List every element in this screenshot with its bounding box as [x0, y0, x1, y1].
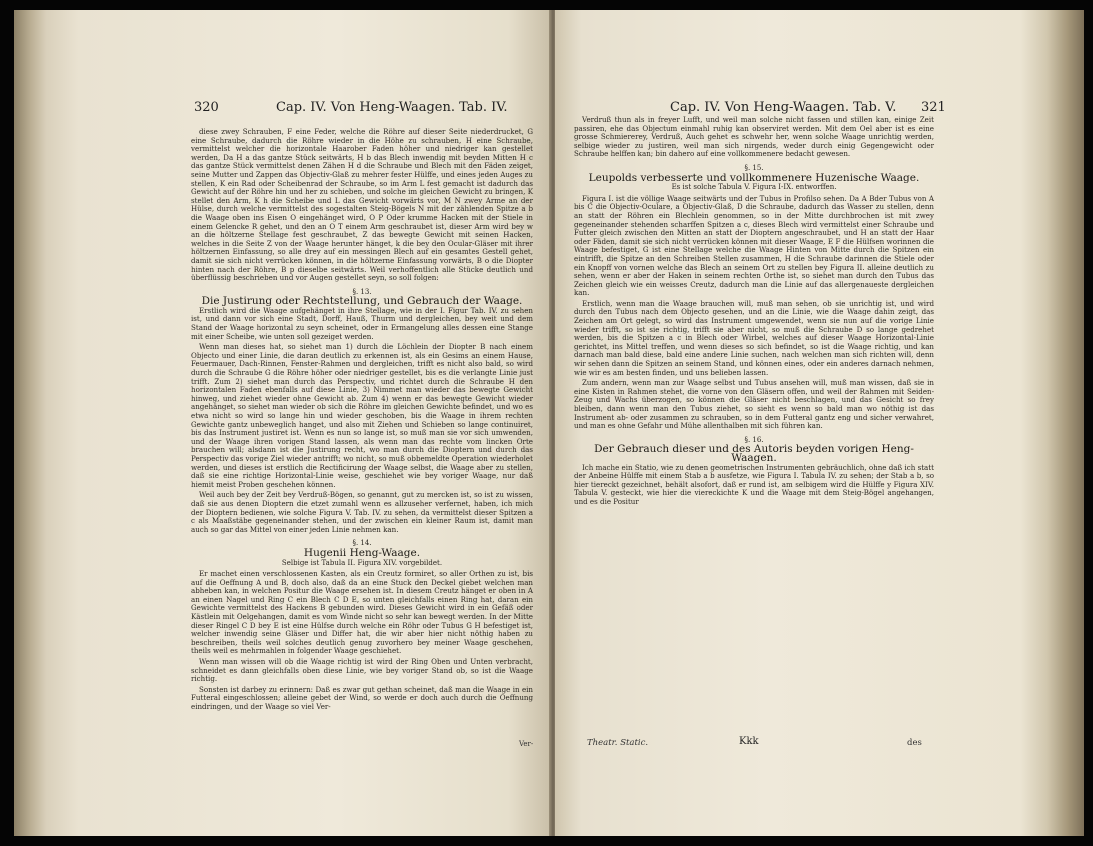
- section-13-paragraph: Weil auch bey der Zeit bey Verdruß-Bögen, so genannt, gut zu mercken ist, so ist zu wissen, daß sie aus denen Dioptern die etzet zumahl wenn es allzuseher verfernet, haben, ich mich der Dioptern bedienen, wie solche Figura V. Tab. IV. zu sehen, da vermittelst dieser Spitzen a c als Maaßstäbe gegeneinander stehen, und der zwischen ein kleiner Raum ist, damit man auch so gar das Mittel von einer jeden Linie nehmen kan.: [191, 490, 533, 534]
- section-13-paragraph: Erstlich wird die Waage aufgehänget in ihre Stellage, wie in der I. Figur Tab. IV. zu sehen ist, und dann vor sich eine Stadt, Dorff, Hauß, Thurm und dergleichen, bey weit und dem Stand der Waage horizontal zu seyn scheinet, oder in Ermangelung alles dessen eine Stange mit einer Scheibe, wie unten soll gezeiget werden.: [191, 305, 533, 341]
- section-15-paragraph: Erstlich, wenn man die Waage brauchen will, muß man sehen, ob sie unrichtig ist, und wird durch den Tubus nach dem Objecto gesehen, und an die Linie, wie die Waage dahin zeigt, das Zeichen am Ort gelegt, so wird das Instrument umgewendet, wenn sie nun auf die vorige Linie wieder trifft, so ist sie richtig, trifft sie aber nicht, so muß die Schraube D so lange gedrehet werden, bis die Spitzen a c in Blech oder Wirbel, welches auf dieser Waage Horizontal-Linie gerichtet, ins Mittel treffen, und wenn dieses so sich befindet, so ist die Waage richtig, und kan darnach man bald diese, bald eine andere Linie suchen, nach welchen man sich richten will, denn wir sehen dann die Spitzen an seinem Stand, und können eines, oder ein anderes darnach nehmen, wie wir es am besten finden, und uns belieben lassen.: [574, 298, 934, 377]
- section-14-paragraph: Wenn man wissen will ob die Waage richtig ist wird der Ring Oben und Unten verbracht, schneidet es dann gleichfalls oben diese Linie, wie bey voriger Stand ob, so ist die Waage richtig.: [191, 657, 533, 684]
- right-intro-paragraph: Verdruß thun als in freyer Lufft, und weil man solche nicht fassen und stillen kan, einige Zeit passiren, ehe das Objectum einmahl ruhig kan observiret werden. Mit dem Oel aber ist es eine grosse Schmiererey, Verdruß, Auch gehet es schwehr her, wenn solche Waage unrichtig werden, selbige wieder zu justiren, weil man sich nirgends, weder durch einig Gegengewicht oder Schraube helffen kan; bin dahero auf eine vollkommenere bedacht gewesen.: [574, 115, 934, 159]
- right-running-title: Cap. IV. Von Heng-Waagen. Tab. V.: [670, 100, 897, 115]
- right-page-body: [574, 116, 934, 509]
- section-15-number: §. 15.: [744, 163, 764, 172]
- book-spread: [14, 10, 1084, 836]
- section-16-title: Der Gebrauch dieser und des Autoris beyden vorigen Heng-Waagen.: [594, 443, 914, 464]
- section-14-title: Hugenii Heng-Waage.: [303, 546, 421, 559]
- section-13-number: §. 13.: [352, 287, 372, 296]
- left-catchword: Ver-: [519, 740, 534, 748]
- section-16-paragraph: Ich mache ein Statio, wie zu denen geometrischen Instrumenten gebräuchlich, ohne daß ich statt der Anbeine Hülffe mit einem Stab a b ausfetze, wie Figura I. Tabula IV. zu sehen; der Stab a b, so hier tiereckt gezeichnet, behält alsofort, daß er rund ist, am selbigem wird die Hülffe y Figura XIV. Tabula V. gesteckt, wie hier die viereckichte K und die Waage mit dem Steig-Bögel angehangen, und es die Positur: [574, 462, 934, 506]
- section-14-paragraph: Sonsten ist darbey zu erinnern: Daß es zwar gut gethan scheinet, daß man die Waage in ein Futteral eingeschlossen; alleine gebet der Wind, so werde er doch auch durch die Oeffnung eindringen, und der Waage so viel Ver-: [191, 684, 533, 711]
- section-14-number: §. 14.: [352, 539, 372, 548]
- section-15-paragraph: Zum andern, wenn man zur Waage selbst und Tubus ansehen will, muß man wissen, daß sie in eine Kisten in Rahmen stehet, die vorne von den Gläsern offen, und weil der Rahmen mit Seiden-Zeug und Wachs überzogen, so können die Gläser nicht beschlagen, und das Gesicht so frey bleiben, dann wenn man den Tubus ziehet, so sieht es wenn so bald man wo nöthig ist das Instrument ab- oder zusammen zu schrauben, so in dem Futteral gantz eng und sicher verwahret, und man es ohne Gefahr und Mühe allenthalben mit sich führen kan.: [574, 378, 934, 431]
- section-15-paragraph: Figura I. ist die völlige Waage seitwärts und der Tubus in Profilso sehen. Da A Bder Tubus von A bis C die Objectiv-Oculare, a Objectiv-Glaß, D die Schraube, dadurch das Wasser zu stellen, denn an statt der Röhren ein Blechlein genommen, so in der Mitte durchbrochen ist mit zwey gegeneinander stehenden scharffen Spitzen a c, dieses Blech wird vermittelst einer Schraube und Futter gleich zwischen den Mitten an statt der Dioptern angeschraubet, und H an statt der Haar oder Fäden, damit sie sich nicht verrücken können mit dieser Waage, E F die Hülfsen worinnen die Waage befestiget, G ist eine Stellage welche die Waage Hinten von Mitte durch die Spitzen ein eintrifft, die Spitze an den Schreiben Stellen zusammen, H die Schraube darinnen die Stiele oder ein Knopff von vornen welche das Blech an seinem Ort zu stellen bey Figura II. alleine deutlich zu sehen, wenn er aber der Haken in seinem rechten Orthe ist, so siehet man durch den Tubus das Zeichen gleich wie ein weisses Creutz, dadurch man die Linie auf das allergenaueste dergleichen kan.: [574, 193, 934, 298]
- left-page-body: [191, 128, 533, 714]
- left-page: [14, 10, 551, 836]
- left-intro-paragraph: diese zwey Schrauben, F eine Feder, welche die Röhre auf dieser Seite niederdrucket, G eine Schraube, dadurch die Röhre wieder in die Höhe zu schrauben, H eine Schraube, vermittelst welcher die horizontale Haarober Faden höher und niedriger kan gestellet werden, Da H a das gantze Stück seitwärts, H b das Blech inwendig mit beyden Mitten H c das gantze Stück vermittelst denen Zähen H d die Schraube und Blech mit den Fäden zeiget, seine Mutter und Zappen das Objectiv-Glaß zu mehrer fester Hülffe, und eines jeden Auges zu stellen, K ein Rad oder Scheibenrad der Schraube, so im Arm L fest gemacht ist dadurch das Gewicht auf der Röhre hin und her zu schieben, und solche im gleichen Gewicht zu bringen, K stellet den Arm, K h die Scheibe und L das Gewicht vorwärts vor, M N zwey Arme an der Hülse, durch welche vermittelst des sogestalten Steig-Bögels N mit der zählenden Spitze a b die Waage oben ins Eisen O eingehänget wird, O P Oder krumme Hacken mit der Stiele in einem Gelencke R gehet, und den an O T einem Arm geschraubet ist, dieser Arm wird bey w an die höltzerne Stellage fest geschraubet, Z das bewegte Gewicht mit seinen Hacken, welches in die Seite Z von der Waage herunter hänget, k die bey den Ocular-Gläser mit ihrer höltzernen Einfassung, so alle drey auf ein messingen Blech auf ein gesamtes Gestell gehet, damit sie sich nicht verrücken können, in die höltzerne Einfassung vorwärts, B o die Diopter hinten nach der Röhre, B p dieselbe seitwärts. Weil verhoffentlich alle Stücke deutlich und überflüssig beschrieben und vor Augen gestellet seyn, so soll folgen:: [191, 127, 533, 283]
- section-15-subtitle: Es ist solche Tabula V. Figura I-IX. entworffen.: [671, 183, 837, 192]
- right-catchword: des: [907, 738, 922, 748]
- section-13-title: Die Justirung oder Rechtstellung, und Gebrauch der Waage.: [201, 295, 523, 308]
- section-14-subtitle: Selbige ist Tabula II. Figura XIV. vorgebildet.: [281, 558, 443, 567]
- section-15-title: Leupolds verbesserte und vollkommenere Huzenische Waage.: [588, 171, 920, 184]
- right-signature-mark: Kkk: [739, 736, 759, 747]
- left-running-title: Cap. IV. Von Heng-Waagen. Tab. IV.: [276, 100, 508, 115]
- right-footer-title: Theatr. Static.: [587, 738, 649, 748]
- right-page: [555, 10, 1084, 836]
- left-page-number: 320: [194, 100, 219, 115]
- section-16-number: §. 16.: [744, 435, 764, 444]
- section-14-paragraph: Er machet einen verschlossenen Kasten, als ein Creutz formiret, so aller Orthen zu ist, bis auf die Oeffnung A und B, doch also, daß da an eine Stuck den Deckel giebet welchen man abheben kan, in welchen Positur die Waage ersehen ist. In diesem Creutz hänget er oben in A an einen Nagel und Ring C ein Blech C D E, so unten gleichfalls einen Ring hat, daran ein Gewichte vermittelst des Hackens B gebunden wird. Dieses Gewicht wird in ein Gefäß oder Kästlein mit Oelgehangen, damit es vom Winde nicht so sehr kan bewegt werden. In der Mitte dieser Ringel C D bey E ist eine Hülfse durch welche ein Röhr oder Tubus G H befestiget ist, welcher inwendig seine Gläser und Differ hat, die wir aber hier nicht nöthig haben zu beschreiben, theils weil solches deutlich genug zuvorhero bey meiner Waage geschehen, theils weil es mehrmahlen in folgender Waage geschiehet.: [191, 569, 533, 656]
- section-13-paragraph: Wenn man dieses hat, so siehet man 1) durch die Löchlein der Diopter B nach einem Objecto und einer Linie, die daran deutlich zu erkennen ist, als ein Gesims an einem Hause, Feuermauer, Dach-Rinnen, Fenster-Rahmen und dergleichen, trifft es nicht also bald, so wird durch die Schraube G die Röhre höher oder niedriger gestellet, bis es die verlangte Linie just trifft. Zum 2) siehet man durch das Perspectiv, und richtet durch die Schraube H den horizontalen Faden ebenfalls auf diese Linie, 3) Nimmet man wieder das bewegte Gewicht hinweg, und ziehet wieder ohne Gewicht ab. Zum 4) wenn er das bewegte Gewicht wieder angehänget, so siehet man wieder ob sich die Röhre im gleichen Gewichte befindet, und wo es etwa nicht so wird so lange hin und wieder geschoben, bis die Waage in ihrem rechten Gewichte gantz unbeweglich hanget, und also mit Ziehen und Schieben so lange continuiret, bis das Instrument justiret ist. Wenn es nun so lange ist, so muß man sie vor sich umwenden, und der Waage ihren vorigen Stand lassen, als wenn man das rechte vom lincken Orte brauchen will; alsdann ist die Justirung recht, wo man durch die Dioptern und durch das Perspectiv das vorige Ziel wieder antrifft; wo nicht, so muß obbemeldte Operation wiederholet werden, und dieses ist erstlich die Rectificirung der Waage selbst, die Waage aber zu stellen, daß sie eine richtige Horizontal-Linie weise, geschiehet wie bey voriger Waage, nur daß hiemit meist Proben geschehen können.: [191, 342, 533, 489]
- right-page-number: 321: [921, 100, 946, 115]
